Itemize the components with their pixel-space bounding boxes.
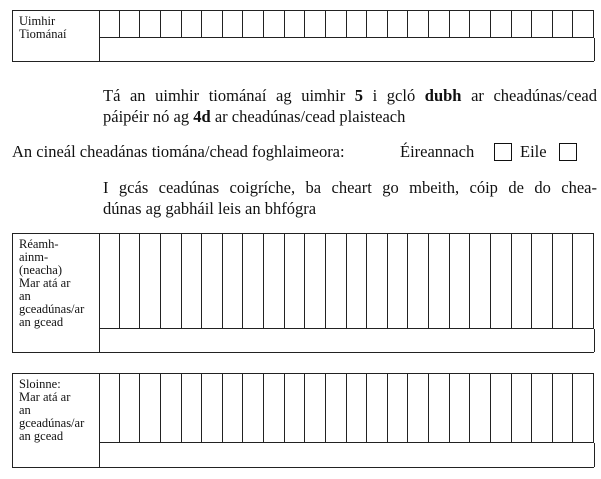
character-cell[interactable]: [429, 233, 450, 328]
character-cell[interactable]: [326, 373, 347, 442]
character-cell[interactable]: [243, 373, 264, 442]
character-cell[interactable]: [450, 10, 471, 37]
character-cell[interactable]: [326, 10, 347, 37]
option-other-label: Eile: [520, 142, 547, 161]
character-cell[interactable]: [553, 373, 574, 442]
character-cell[interactable]: [140, 233, 161, 328]
character-cell[interactable]: [202, 10, 223, 37]
character-cell[interactable]: [408, 233, 429, 328]
character-cell[interactable]: [532, 233, 553, 328]
character-cell[interactable]: [367, 10, 388, 37]
licence-type-question: An cineál cheadánas tiomána/chead foghlaimeora:: [12, 142, 345, 161]
character-cell[interactable]: [491, 10, 512, 37]
character-cell[interactable]: [573, 233, 594, 328]
character-cell[interactable]: [429, 10, 450, 37]
character-cell[interactable]: [140, 10, 161, 37]
character-cell[interactable]: [573, 10, 594, 37]
character-cell[interactable]: [161, 373, 182, 442]
character-cell[interactable]: [532, 10, 553, 37]
character-cell[interactable]: [264, 233, 285, 328]
character-cell[interactable]: [202, 233, 223, 328]
option-irish-label: Éireannach: [400, 142, 475, 161]
character-cell[interactable]: [99, 373, 120, 442]
character-cell[interactable]: [532, 373, 553, 442]
character-cell[interactable]: [243, 10, 264, 37]
character-cell[interactable]: [470, 233, 491, 328]
character-cell[interactable]: [367, 373, 388, 442]
character-cell[interactable]: [573, 373, 594, 442]
character-cell[interactable]: [285, 10, 306, 37]
character-cell[interactable]: [553, 10, 574, 37]
option-irish-checkbox[interactable]: [494, 143, 512, 161]
character-cell[interactable]: [223, 10, 244, 37]
character-cell[interactable]: [305, 373, 326, 442]
character-cell[interactable]: [388, 373, 409, 442]
character-cell[interactable]: [285, 373, 306, 442]
character-cell[interactable]: [182, 373, 203, 442]
surname-cells[interactable]: [99, 373, 594, 443]
character-cell[interactable]: [202, 373, 223, 442]
character-cell[interactable]: [120, 233, 141, 328]
character-cell[interactable]: [491, 233, 512, 328]
character-cell[interactable]: [512, 373, 533, 442]
driver-number-label: Uimhir Tiománaí: [19, 14, 67, 41]
forenames-cells[interactable]: [99, 233, 594, 329]
character-cell[interactable]: [182, 233, 203, 328]
character-cell[interactable]: [512, 233, 533, 328]
character-cell[interactable]: [470, 10, 491, 37]
character-cell[interactable]: [450, 373, 471, 442]
character-cell[interactable]: [120, 373, 141, 442]
character-cell[interactable]: [264, 373, 285, 442]
character-cell[interactable]: [470, 373, 491, 442]
character-cell[interactable]: [161, 10, 182, 37]
character-cell[interactable]: [243, 233, 264, 328]
character-cell[interactable]: [450, 233, 471, 328]
foreign-licence-note: I gcás ceadúnas coigríche, ba cheart go mbeith, cóip de do chea- dúnas ag gabháil leis an bhfógra: [103, 178, 597, 218]
character-cell[interactable]: [347, 373, 368, 442]
character-cell[interactable]: [182, 10, 203, 37]
character-cell[interactable]: [347, 233, 368, 328]
character-cell[interactable]: [264, 10, 285, 37]
character-cell[interactable]: [305, 10, 326, 37]
character-cell[interactable]: [429, 373, 450, 442]
character-cell[interactable]: [305, 233, 326, 328]
character-cell[interactable]: [285, 233, 306, 328]
character-cell[interactable]: [408, 373, 429, 442]
character-cell[interactable]: [388, 233, 409, 328]
character-cell[interactable]: [223, 373, 244, 442]
character-cell[interactable]: [491, 373, 512, 442]
character-cell[interactable]: [223, 233, 244, 328]
character-cell[interactable]: [512, 10, 533, 37]
character-cell[interactable]: [99, 233, 120, 328]
character-cell[interactable]: [347, 10, 368, 37]
character-cell[interactable]: [388, 10, 409, 37]
character-cell[interactable]: [326, 233, 347, 328]
driver-number-note: Tá an uimhir tiománaí ag uimhir 5 i gcló dubh ar cheadúnas/cead páipéir nó ag 4d ar cheadúnas/cead plaisteach: [103, 86, 598, 126]
forenames-label: Réamh- ainm- (neacha) Mar atá ar an gceadúnas/ar an gcead: [19, 237, 85, 329]
character-cell[interactable]: [367, 233, 388, 328]
option-other-checkbox[interactable]: [559, 143, 577, 161]
character-cell[interactable]: [120, 10, 141, 37]
driver-number-cells[interactable]: [99, 10, 594, 38]
character-cell[interactable]: [140, 373, 161, 442]
character-cell[interactable]: [99, 10, 120, 37]
character-cell[interactable]: [161, 233, 182, 328]
character-cell[interactable]: [408, 10, 429, 37]
surname-label: Sloinne: Mar atá ar an gceadúnas/ar an gcead: [19, 377, 85, 443]
character-cell[interactable]: [553, 233, 574, 328]
